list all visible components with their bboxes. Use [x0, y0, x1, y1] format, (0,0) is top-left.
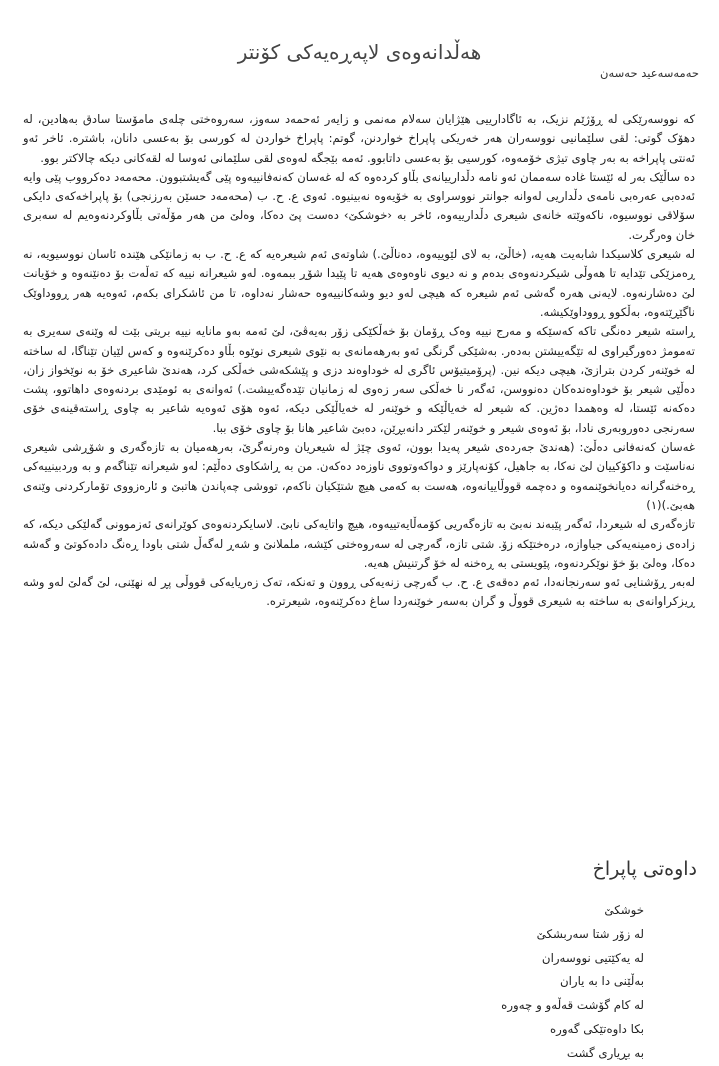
paragraph: ڕاستە شیعر دەنگی تاکە کەسێکە و مەرج نییە وەک ڕۆمان بۆ خەڵکێکی زۆر بەیەڤێ، لێ ئەمە بەو مانایە نییە بریتی بێت لە وێنەی سەیری بە تەمومژ دەورگیراوی لە تێگەییشتن بەدەر. بەشێکی گرنگی ئەو بەرهەمانەی بە نێوی شیعری نوێوە بڵاو دەکرێنەوە و کەس لێیان تێناگا، لە ساختە لە خوێنەر کردن بترازێ، هیچی دیکە نین. (پرۆمیتیۆس ئاگری لە خوداوەند دزی و پێشکەشی خەڵکی کرد، هەندێ شاعیری خۆ بە نوێخواز زان، دەڵێی شیعر بۆ خوداوەندەکان دەنووسن، ئەگەر نا خەڵکی سەر زەوی لە زمانیان تێدەگەییشت.) ئەوانەی بە ئومێدی بردنەوەی داهاتوو، پشت دەکەنە ئێستا، لە وەهمدا دەژین. کە شیعر لە خەیاڵێکە و خوێنەر لە خەیاڵێکی دیکە، ئەوە هۆی ئەوەیە شاعیر بە چاوی ڕاستەقینەی خۆی سەرنجی دەوروبەری نادا، بۆ ئەوەی شیعر و خوێنەر لێکتر دانەبڕێن، دەبێ شاعیر هانا بۆ چاوی خۆی ببا. — [23, 324, 695, 435]
poem-line: لە یەکێتیی نووسەران — [541, 950, 644, 965]
poem-line: لە کام گۆشت قەڵەو و چەورە — [501, 998, 644, 1013]
article-title: هەڵدانەوەی لاپەڕەیەکی کۆنتر — [237, 40, 482, 64]
poem-line: لە زۆر شتا سەربشکێ — [536, 926, 644, 941]
paragraph: تازەگەری لە شیعردا، ئەگەر پێبەند نەبێ بە تازەگەریی کۆمەڵایەتییەوە، هیچ واتایەکی نابێ. لاسایکردنەوەی کوێرانەی ئەزموونی گەلێکی دیکە، کە زادەی زەمینەیەکی جیاوازە، درەختێکە زۆ. شتی تازە، گەرچی لە سەروەختی کێشە، ململانێ و شەڕ لەگەڵ شتی باودا ڕەنگ دادەکوتێ و گەشە دەکا، وەلێ بۆ خۆ نوێکردنەوە، پێویستی بە ڕەخنە لە خۆ گرتنیش هەیە. — [23, 517, 695, 570]
paragraph: کە نووسەرێکی لە ڕۆژێم نزیک، بە ئاگادارییی هێژایان سەلام مەنمی و زایەر ئەحمەد سەوز، سەروەختی چلەی مامۆستا سادق بەهادین، لە دهۆک گوتی: لقی سلێمانیی نووسەران هەر خەریکی پاپراخ خواردنن، گوتم: پاپراخ خواردن لە کورسی بۆ بەعسی دانان، باشترە. ئاخر ئەو ئەنتی پاپراخە بە بەر چاوی تیژی خۆمەوە، کورسیی بۆ بەعسی داتابوو. ئەمە بێجگە لەوەی لقی سلێمانی ئەوسا لە لقەکانی دیکە چالاکتر بوو. — [23, 112, 695, 165]
poem-line: بە بڕیاری گشت — [566, 1045, 644, 1060]
paragraph: لەبەر ڕۆشنایی ئەو سەرنجانەدا، ئەم دەقەی ع. ح. ب گەرچی زنەیەکی ڕوون و تەنکە، تەک زەریایەکی قووڵی پڕ لە نهێنی، لێ گەلێ لەو وشە ڕیزکراوانەی بە ساختە بە شیعری قووڵ و گران بەسەر خوێنەردا ساغ دەکرێنەوە، شیعرترە. — [23, 575, 695, 609]
paragraph: لە شیعری کلاسیکدا شابەیت هەیە، (خاڵێ، بە لای لێوییەوە، دەناڵێ.) شاوتەی ئەم شیعرەیە کە ع. ح. ب بە زمانێکی هێندە ئاسان نووسیویە، نە ڕەمزێکی تێدایە تا هەوڵی شیکردنەوەی بدەم و نە دیوی ناوەوەی هەیە تا پێیدا شۆڕ ببمەوە. لەو شیعرانە نییە کە تەڵەت بۆ دەنێنەوە و خۆیانت لێ دەشارنەوە. لایەنی هەرە گەشی ئەم شیعرە کە هیچی لەو دیو وشەکانییەوە حەشار نەداوە، تا من ئاشکرای بکەم، ئەوەیە هەر ڕووداوێک ناگێڕێتەوە، بەڵکوو ڕووداوێکیشە. — [23, 247, 695, 319]
article-body — [23, 110, 695, 612]
poem — [344, 899, 644, 1066]
paragraph: دە ساڵێک بەر لە ئێستا غادە سەممان ئەو نامە دڵدارییانەی بڵاو کردەوە کە لە غەسان کەنەفانییەوە پێی گەیشتبوون. محەمەد دەکرووب پێی وایە ئەدەبی عەرەبی نامەی دڵداریی لەوانە جوانتر نووسراوی بە خۆیەوە نەبینیوە. ئەوی ع. ح. ب (محەمەد حسێن بەرزنجی) بۆ پاپراخەکەی دایکی سۆلاقی نووسیوە، ناکەوێتە خانەی شیعری دڵدارییەوە، ئاخر بە ‹خوشکێ› دەست پێ دەکا، وەلێ من هەر مۆڵەتی بڵاوکردنەوەیم لە سەبری خان وەرگرت. — [23, 169, 695, 242]
poem-line: بەڵێنی دا بە یاران — [559, 974, 644, 989]
section-heading: داوەتی پاپراخ — [592, 858, 697, 880]
poem-line: خوشکێ — [604, 903, 644, 917]
poem-line: بکا داوەتێکی گەورە — [549, 1021, 644, 1036]
paragraph: غەسان کەنەفانی دەڵێ: (هەندێ جەردەی شیعر پەیدا بوون، ئەوی چێژ لە شیعریان وەرنەگرێ، بەرهەمیان بە تازەگەری و شۆڕشی شیعری نەناسێت و داکۆکییان لێ نەکا، بە جاهیل، کۆنەپارێز و دواکەوتووی ناوزەد دەکەن. من بە ڕاشکاوی دەڵێم: لەو شیعرانە تێناگەم و بە وردبینییەکی ڕەخنەگرانە دەیانخوێنمەوە و دەچمە قووڵاییانەوە، هەست بە کەمی هیچ شتێکیان ناکەم، تووشی چەپاندن هاتبێ و ئارەزووی تۆمارکردنی وێنەی هەبێ.)(١) — [23, 440, 695, 512]
author-name: حەمەسەعید حەسەن — [600, 66, 699, 80]
